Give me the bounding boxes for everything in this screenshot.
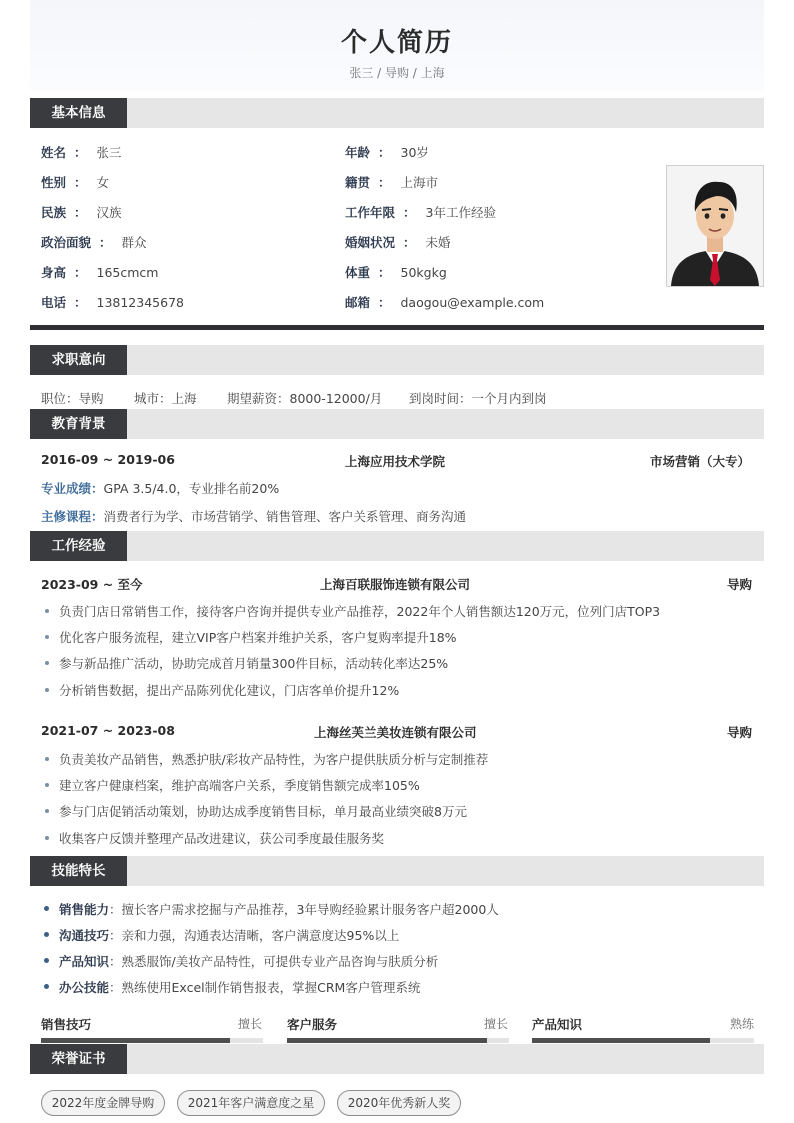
info-sep: ： (403, 235, 416, 250)
info-work-years (345, 203, 496, 221)
skill-bar-name: 销售技巧 (41, 1017, 92, 1032)
info-weight (345, 263, 447, 281)
section-job-intent (30, 345, 764, 375)
bullet-dot (44, 906, 49, 911)
work-company: 上海百联服饰连锁有限公司 (320, 577, 471, 592)
info-political (41, 233, 147, 251)
intent-position: 职位：导购 (41, 391, 104, 406)
info-label: 工作年限 (345, 205, 396, 220)
info-marital (345, 233, 451, 251)
info-email (345, 293, 544, 311)
bullet-dot (45, 783, 49, 787)
section-skills (30, 856, 764, 886)
profile-photo (666, 165, 764, 287)
info-value: 未婚 (425, 235, 451, 250)
skill-label: 产品知识 (59, 954, 110, 969)
info-sep: ： (74, 145, 87, 160)
info-value: 50kgkg (400, 265, 447, 280)
skill-item: 办公技能：熟练使用Excel制作销售报表，掌握CRM客户管理系统 (59, 980, 421, 995)
skill-label: 沟通技巧 (59, 928, 110, 943)
info-label: 婚姻状况 (345, 235, 396, 250)
skill-text: 亲和力强，沟通表达清晰，客户满意度达95%以上 (121, 928, 400, 943)
info-label: 民族 (41, 205, 67, 220)
intent-start-date: 到岗时间：一个月内到岗 (409, 391, 547, 406)
skill-bar-level: 擅长 (484, 1017, 509, 1031)
page-title: 个人简历 (340, 28, 453, 58)
honor-badge: 2022年度金牌导购 (41, 1090, 165, 1116)
skill-label: 办公技能 (59, 980, 110, 995)
info-sep: ： (74, 205, 87, 220)
skill-bar-level: 擅长 (238, 1017, 263, 1031)
info-value: 汉族 (96, 205, 122, 220)
bullet-dot (45, 635, 49, 639)
skill-text: 熟练使用Excel制作销售报表，掌握CRM客户管理系统 (121, 980, 421, 995)
bullet-dot (44, 932, 49, 937)
section-title: 技能特长 (30, 856, 127, 886)
info-value: 3年工作经验 (425, 205, 496, 220)
edu-value: 消费者行为学、市场营销学、销售管理、客户关系管理、商务沟通 (103, 509, 467, 524)
bullet-dot (44, 984, 49, 989)
info-value: 上海市 (400, 175, 439, 190)
section-work-experience (30, 531, 764, 561)
skill-text: 熟悉服饰/美妆产品特性，可提供专业产品咨询与肤质分析 (121, 954, 439, 969)
bullet-dot (45, 757, 49, 761)
info-label: 性别 (41, 175, 67, 190)
info-label: 电话 (41, 295, 67, 310)
skill-label: 销售能力 (59, 902, 110, 917)
work-role: 导购 (727, 725, 753, 740)
work-role: 导购 (727, 577, 753, 592)
info-label: 邮箱 (345, 295, 371, 310)
skill-bar-level: 熟练 (730, 1017, 755, 1031)
intent-city: 城市：上海 (134, 391, 197, 406)
section-title: 教育背景 (30, 409, 127, 439)
work-item: 参与门店促销活动策划，协助达成季度销售目标，单月最高业绩突破8万元 (59, 804, 467, 819)
section-title: 工作经验 (30, 531, 127, 561)
skill-bar-fill (287, 1038, 487, 1043)
info-label: 年龄 (345, 145, 371, 160)
info-value: 张三 (96, 145, 122, 160)
honor-badge: 2021年客户满意度之星 (177, 1090, 325, 1116)
edu-label: 专业成绩： (41, 481, 104, 496)
edu-period: 2016-09 ~ 2019-06 (41, 452, 175, 467)
skill-bar-fill (41, 1038, 230, 1043)
info-value: 165cmcm (96, 265, 159, 280)
info-gender (41, 173, 109, 191)
info-sep: ： (378, 295, 391, 310)
info-height (41, 263, 158, 281)
info-sep: ： (74, 175, 87, 190)
section-title: 荣誉证书 (30, 1044, 127, 1074)
skill-bar-track (41, 1038, 263, 1043)
section-honors (30, 1044, 764, 1074)
work-item: 优化客户服务流程，建立VIP客户档案并维护关系，客户复购率提升18% (59, 630, 457, 645)
bullet-dot (45, 661, 49, 665)
skill-bar-track (532, 1038, 754, 1043)
work-item: 负责美妆产品销售，熟悉护肤/彩妆产品特性，为客户提供肤质分析与定制推荐 (59, 752, 489, 767)
section-divider (30, 325, 764, 330)
skill-bar-track (287, 1038, 509, 1043)
skill-item: 产品知识：熟悉服饰/美妆产品特性，可提供专业产品咨询与肤质分析 (59, 954, 439, 969)
info-value: 女 (96, 175, 110, 190)
work-period: 2021-07 ~ 2023-08 (41, 723, 175, 738)
skill-bar-fill (532, 1038, 710, 1043)
bullet-dot (45, 809, 49, 813)
work-item: 收集客户反馈并整理产品改进建议，获公司季度最佳服务奖 (59, 831, 385, 846)
bullet-dot (45, 688, 49, 692)
info-phone (41, 293, 184, 311)
work-item: 建立客户健康档案，维护高端客户关系，季度销售额完成率105% (59, 778, 420, 793)
edu-label: 主修课程： (41, 509, 104, 524)
bullet-dot (44, 958, 49, 963)
info-age (345, 143, 429, 161)
info-origin (345, 173, 438, 191)
info-value: daogou@example.com (400, 295, 545, 310)
info-value: 群众 (121, 235, 147, 250)
edu-courses (41, 507, 466, 525)
honor-badge: 2020年优秀新人奖 (337, 1090, 461, 1116)
edu-value: GPA 3.5/4.0，专业排名前20% (103, 481, 280, 496)
skill-item: 沟通技巧：亲和力强，沟通表达清晰，客户满意度达95%以上 (59, 928, 400, 943)
info-value: 30岁 (400, 145, 429, 160)
section-education (30, 409, 764, 439)
info-sep: ： (99, 235, 112, 250)
section-title: 基本信息 (30, 98, 127, 128)
skill-text: 擅长客户需求挖掘与产品推荐，3年导购经验累计服务客户超2000人 (121, 902, 499, 917)
edu-grade (41, 479, 279, 497)
work-item: 负责门店日常销售工作，接待客户咨询并提供专业产品推荐，2022年个人销售额达120万元，位列门店TOP3 (59, 604, 661, 619)
section-title: 求职意向 (30, 345, 127, 375)
info-label: 体重 (345, 265, 371, 280)
resume-header (30, 0, 764, 90)
resume-page (30, 0, 764, 1123)
work-company: 上海丝芙兰美妆连锁有限公司 (314, 725, 477, 740)
skill-bar-name: 产品知识 (532, 1017, 583, 1032)
info-sep: ： (378, 265, 391, 280)
info-sep: ： (74, 265, 87, 280)
info-sep: ： (74, 295, 87, 310)
skill-item: 销售能力：擅长客户需求挖掘与产品推荐，3年导购经验累计服务客户超2000人 (59, 902, 499, 917)
bullet-dot (45, 836, 49, 840)
avatar-illustration (667, 166, 763, 286)
info-label: 政治面貌 (41, 235, 92, 250)
info-sep: ： (378, 145, 391, 160)
edu-major: 市场营销（大专） (650, 454, 751, 469)
info-label: 籍贯 (345, 175, 371, 190)
info-label: 姓名 (41, 145, 67, 160)
info-value: 13812345678 (96, 295, 184, 310)
section-basic-info (30, 98, 764, 128)
info-ethnic (41, 203, 122, 221)
edu-school: 上海应用技术学院 (345, 454, 446, 469)
skill-bar-name: 客户服务 (287, 1017, 338, 1032)
info-sep: ： (403, 205, 416, 220)
info-name (41, 143, 122, 161)
intent-salary: 期望薪资：8000-12000/月 (227, 391, 383, 406)
info-label: 身高 (41, 265, 67, 280)
work-item: 参与新品推广活动，协助完成首月销量300件目标，活动转化率达25% (59, 656, 449, 671)
page-subtitle: 张三 / 导购 / 上海 (349, 66, 445, 80)
work-period: 2023-09 ~ 至今 (41, 577, 143, 592)
info-sep: ： (378, 175, 391, 190)
work-item: 分析销售数据，提出产品陈列优化建议，门店客单价提升12% (59, 683, 400, 698)
bullet-dot (45, 609, 49, 613)
